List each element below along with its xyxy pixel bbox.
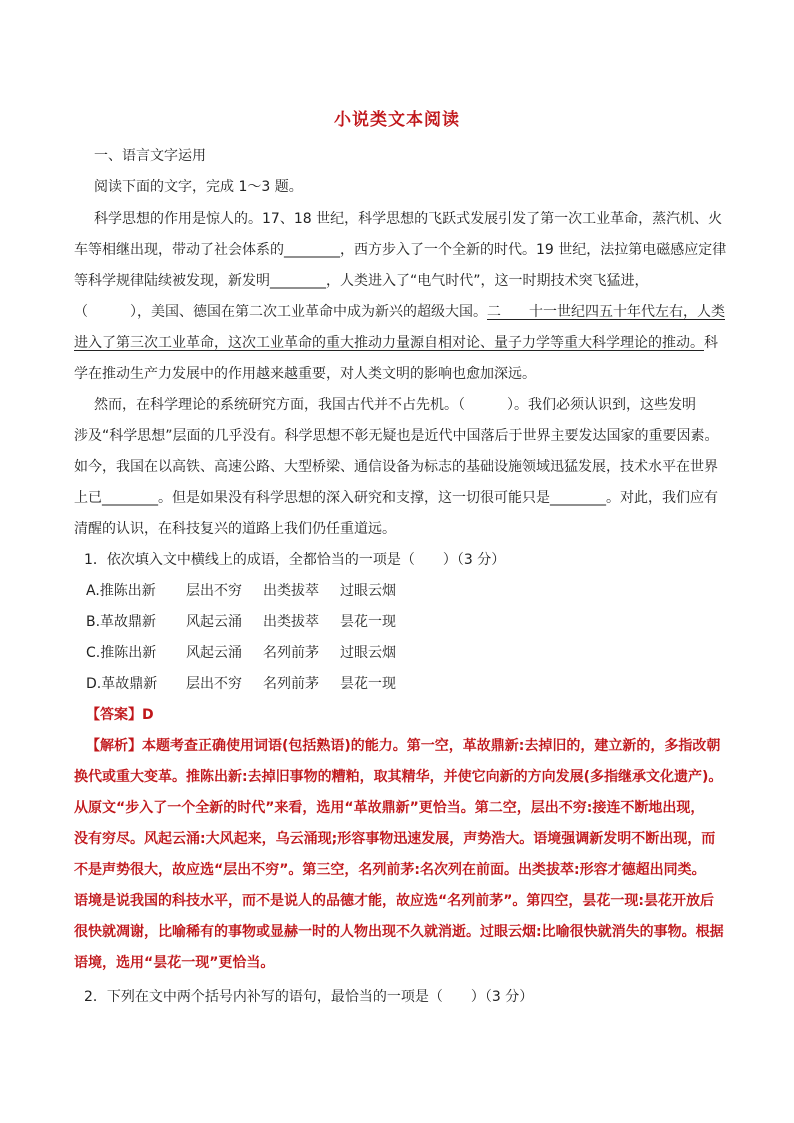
option-b: B.革故鼎新 风起云涌 出类拔萃 昙花一现	[86, 614, 396, 630]
option-c: C.推陈出新 风起云涌 名列前茅 过眼云烟	[86, 645, 396, 661]
question-1-stem: 1．依次填入文中横线上的成语，全都恰当的一项是（ ）（3 分）	[84, 552, 506, 568]
underlined-sentence: 进入了第三次工业革命，这次工业革命的重大推动力量源自相对论、量子力学等重大科学理论的推动。	[74, 335, 704, 351]
passage-line	[74, 303, 725, 321]
option-d: D.革故鼎新 层出不穷 名列前茅 昙花一现	[86, 676, 396, 692]
analysis-line: 从原文“步入了一个全新的时代”来看，选用“革故鼎新”更恰当。第二空，层出不穷:接连不断地出现，	[74, 800, 705, 816]
passage-line: 车等相继出现，带动了社会体系的________，西方步入了一个全新的时代。19 世纪，法拉第电磁感应定律	[74, 242, 727, 258]
passage-line: 学在推动生产力发展中的作用越来越重要，对人类文明的影响也愈加深远。	[74, 366, 536, 382]
passage-line: 上已________。但是如果没有科学思想的深入研究和支撑，这一切很可能只是________。对此，我们应有	[74, 490, 718, 506]
analysis-line: 换代或重大变革。推陈出新:去掉旧事物的糟粕，取其精华，并使它向新的方向发展(多指继承文化遗产)。	[74, 769, 723, 785]
question-2-stem: 2．下列在文中两个括号内补写的语句，最恰当的一项是（ ）（3 分）	[84, 989, 534, 1005]
passage-line: 然而，在科学理论的系统研究方面，我国古代并不占先机。（ ）。我们必须认识到，这些发明	[94, 397, 696, 413]
passage-line: 涉及“科学思想”层面的几乎没有。科学思想不彰无疑也是近代中国落后于世界主要发达国家的重要因素。	[74, 428, 719, 444]
analysis-line: 很快就凋谢，比喻稀有的事物或显赫一时的人物出现不久就消逝。过眼云烟:比喻很快就消失的事物。根据	[74, 924, 724, 940]
page-title: 小说类文本阅读	[334, 110, 460, 130]
passage-text: 科	[704, 335, 718, 351]
passage-text: （ ），美国、德国在第二次工业革命中成为新兴的超级大国。	[74, 304, 487, 320]
analysis-line: 没有穷尽。风起云涌:大风起来，乌云涌现;形容事物迅速发展，声势浩大。语境强调新发明不断出现，而	[74, 831, 716, 847]
analysis-line: 语境是说我国的科技水平，而不是说人的品德才能，故应选“名列前茅”。第四空，昙花一现:昙花开放后	[74, 893, 714, 909]
option-a: A.推陈出新 层出不穷 出类拔萃 过眼云烟	[86, 583, 396, 599]
passage-line: 如今，我国在以高铁、高速公路、大型桥梁、通信设备为标志的基础设施领域迅猛发展，技术水平在世界	[74, 459, 718, 475]
analysis-line: 【解析】本题考查正确使用词语(包括熟语)的能力。第一空，革故鼎新:去掉旧的，建立新的，多指改朝	[86, 738, 721, 754]
passage-line: 科学思想的作用是惊人的。17、18 世纪，科学思想的飞跃式发展引发了第一次工业革命，蒸汽机、火	[94, 211, 723, 227]
analysis-line: 语境，选用“昙花一现”更恰当。	[74, 955, 275, 971]
analysis-line: 不是声势很大，故应选“层出不穷”。第三空，名列前茅:名次列在前面。出类拔萃:形容才德超出同类。	[74, 862, 706, 878]
instruction-text: 阅读下面的文字，完成 1～3 题。	[94, 179, 303, 195]
passage-line: 清醒的认识，在科技复兴的道路上我们仍任重道远。	[74, 521, 396, 537]
answer-label: 【答案】D	[86, 707, 154, 723]
underlined-sentence: 二 十一世纪四五十年代左右，人类	[487, 304, 725, 320]
passage-line	[74, 334, 718, 352]
passage-line: 等科学规律陆续被发现，新发明________，人类进入了“电气时代”，这一时期技术突飞猛进，	[74, 273, 649, 289]
section-heading: 一、语言文字运用	[94, 148, 206, 164]
